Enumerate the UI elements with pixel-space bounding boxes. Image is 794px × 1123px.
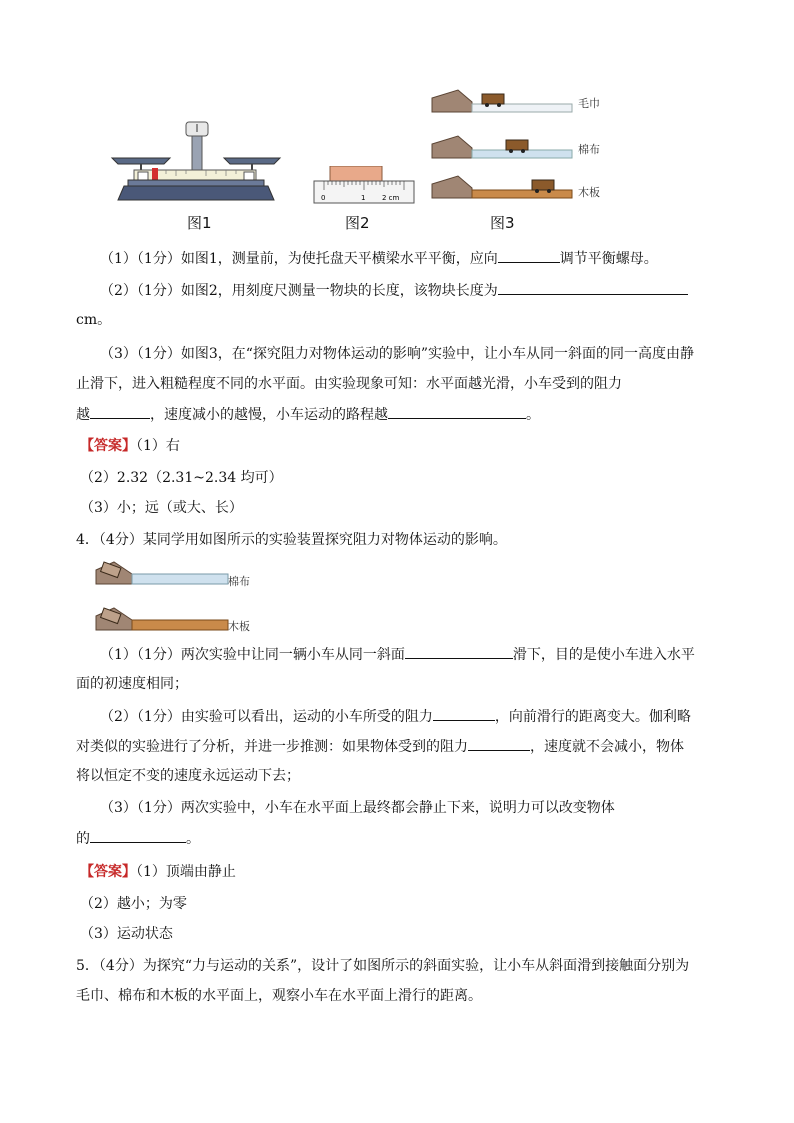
q3-part2-unit: cm。 <box>76 312 112 328</box>
q4-part1-text-a: （1）（1分）两次实验中让同一辆小车从同一斜面 <box>100 647 405 663</box>
q4-part3-line1: （3）（1分）两次实验中，小车在水平面上最终都会静止下来，说明力可以改变物体 <box>100 800 615 816</box>
q4-part2-text-d: ，速度就不会减小，物体 <box>530 739 684 755</box>
q4-part1-line2: 面的初速度相同； <box>76 676 188 692</box>
q4-slopes-figure <box>92 560 232 636</box>
q3-part3-text-c: 。 <box>526 407 540 423</box>
q4-part2-text-a: （2）（1分）由实验可以看出，运动的小车所受的阻力 <box>100 709 433 725</box>
q4-surface-board: 木板 <box>228 620 250 633</box>
q4-part1-text-b: 滑下，目的是使小车进入水平 <box>512 647 695 663</box>
q3-part3-line1: （3）（1分）如图3，在“探究阻力对物体运动的影响”实验中，让小车从同一斜面的同一高度由静 <box>100 346 695 362</box>
q3-blank-3 <box>90 404 150 419</box>
q3-part3-text-a: 越 <box>76 407 90 423</box>
q4-answer-2: （2）越小；为零 <box>80 896 187 912</box>
q4-part2-text-c: 对类似的实验进行了分析，并进一步推测：如果物体受到的阻力 <box>76 739 468 755</box>
q4-blank-4 <box>90 828 186 843</box>
q4-part3-line2 <box>76 828 200 849</box>
q4-part3-text-b: 。 <box>186 831 200 847</box>
q3-blank-1 <box>498 248 560 263</box>
q4-answer-3: （3）运动状态 <box>80 926 173 942</box>
fig2-caption: 图2 <box>345 214 370 232</box>
q4-part2-line3: 将以恒定不变的速度永远运动下去； <box>76 768 300 784</box>
q3-part1-text-b: 调节平衡螺母。 <box>559 251 658 267</box>
ruler-tick-2: 2 cm <box>382 194 400 202</box>
q4-part2-line2 <box>76 736 684 757</box>
q4-part1-line1 <box>100 644 695 665</box>
q4-blank-1 <box>405 644 513 659</box>
ruler-figure <box>312 166 416 206</box>
q5-line2: 毛巾、棉布和木板的水平面上，观察小车在水平面上滑行的距离。 <box>76 988 482 1004</box>
q3-part3-line3 <box>76 404 540 425</box>
surface-label-board: 木板 <box>578 186 600 199</box>
surface-label-cotton: 棉布 <box>578 143 600 156</box>
q4-part2-text-b: ，向前滑行的距离变大。伽利略 <box>494 709 691 725</box>
ruler-tick-1: 1 <box>361 194 366 202</box>
ruler-tick-0: 0 <box>321 194 326 202</box>
q4-answer-1: （1）顶端由静止 <box>136 864 236 880</box>
q5-line1: 5．（4分）为探究“力与运动的关系”，设计了如图所示的斜面实验，让小车从斜面滑到接触面分别为 <box>76 958 690 974</box>
fig3-caption: 图3 <box>490 214 515 232</box>
q4-blank-2 <box>433 706 495 721</box>
q3-answer-1: （1）右 <box>136 438 180 454</box>
q3-answer-2: （2）2.32（2.31~2.34 均可） <box>80 470 283 486</box>
q4-answer-line1 <box>80 862 236 882</box>
balance-figure <box>108 118 284 206</box>
q3-part3-line2: 止滑下，进入粗糙程度不同的水平面。由实验现象可知：水平面越光滑，小车受到的阻力 <box>76 376 622 392</box>
q3-blank-2 <box>498 280 688 295</box>
q3-part1 <box>100 248 658 269</box>
q3-answer-line1 <box>80 436 180 456</box>
q4-answer-tag: 【答案】 <box>80 864 136 880</box>
q3-part1-text-a: （1）（1分）如图1，测量前，为使托盘天平横梁水平平衡，应向 <box>100 251 498 267</box>
q3-answer-tag: 【答案】 <box>80 438 136 454</box>
q3-part3-text-b: ，速度减小的越慢，小车运动的路程越 <box>150 407 388 423</box>
q4-title: 4．（4分）某同学用如图所示的实验装置探究阻力对物体运动的影响。 <box>76 532 507 548</box>
slopes-figure <box>428 84 576 204</box>
q3-blank-4 <box>388 404 526 419</box>
q4-blank-3 <box>468 736 530 751</box>
fig1-caption: 图1 <box>187 214 212 232</box>
q4-surface-cotton: 棉布 <box>228 575 250 588</box>
q4-part2-line1 <box>100 706 691 727</box>
q3-part2 <box>100 280 688 301</box>
q3-answer-3: （3）小；远（或大、长） <box>80 500 243 516</box>
q3-part2-text: （2）（1分）如图2，用刻度尺测量一物块的长度，该物块长度为 <box>100 283 498 299</box>
q4-part3-text-a: 的 <box>76 831 90 847</box>
surface-label-towel: 毛巾 <box>578 97 600 110</box>
